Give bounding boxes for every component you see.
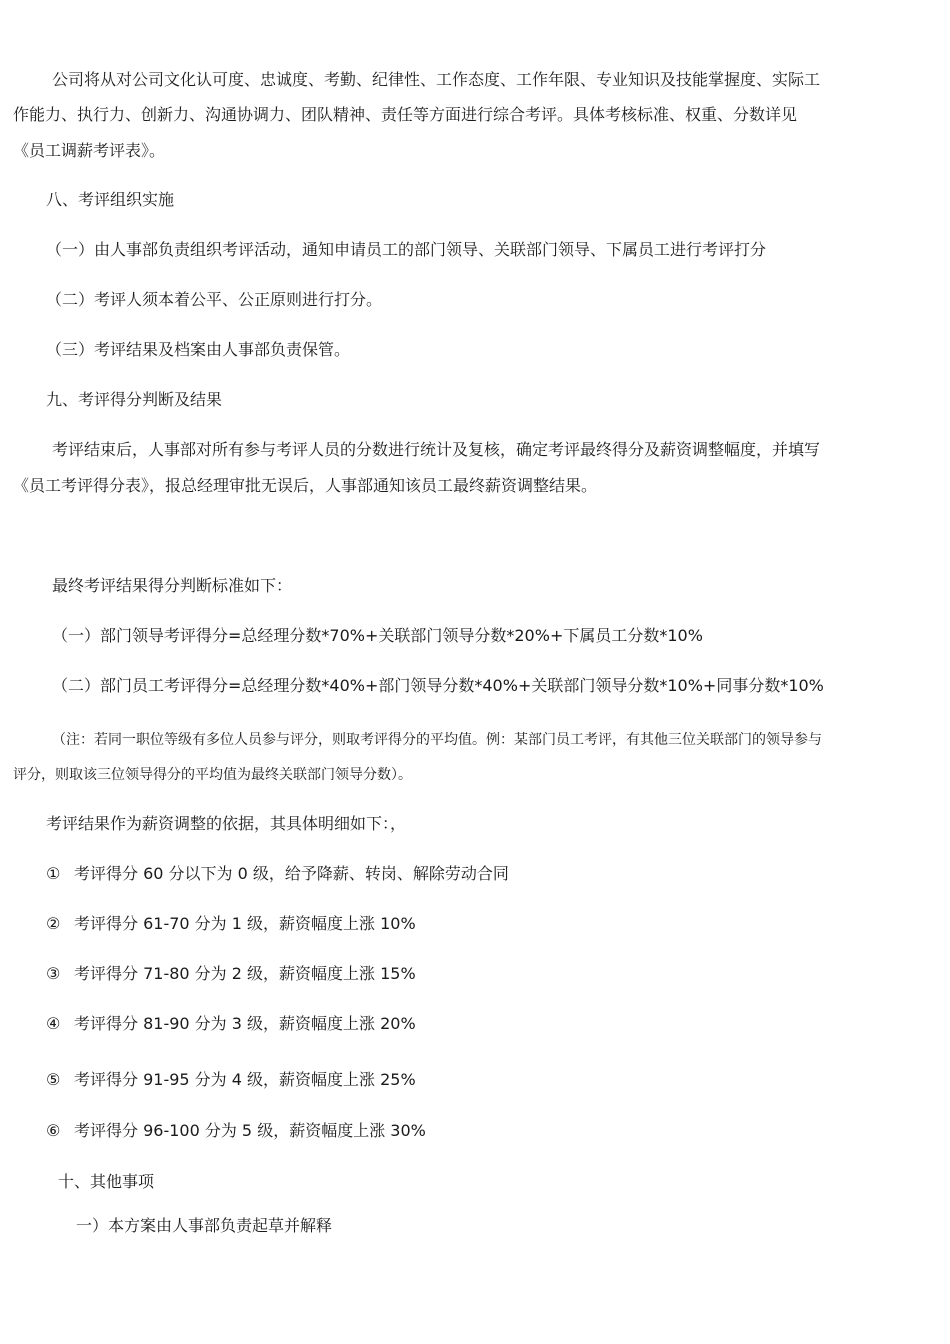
level-text: 考评得分 60 分以下为 0 级，给予降薪、转岗、解除劳动合同 [74,864,509,883]
section-9-para-line-1: 考评结束后，人事部对所有参与考评人员的分数进行统计及复核，确定考评最终得分及薪资调整幅度，并填写 [52,440,821,459]
formula-leader: （一）部门领导考评得分=总经理分数*70%+关联部门领导分数*20%+下属员工分数*10% [52,626,703,645]
intro-line-2: 作能力、执行力、创新力、沟通协调力、团队精神、责任等方面进行综合考评。具体考核标准、权重、分数详见 [13,105,798,124]
level-item-3 [46,1013,416,1035]
criteria-intro: 最终考评结果得分判断标准如下： [52,576,293,595]
level-item-4 [46,1069,416,1091]
level-text: 考评得分 71-80 分为 2 级，薪资幅度上涨 15% [74,964,416,983]
level-marker: ④ [46,1014,61,1033]
level-text: 考评得分 91-95 分为 4 级，薪资幅度上涨 25% [74,1070,416,1089]
formula-staff: （二）部门员工考评得分=总经理分数*40%+部门领导分数*40%+关联部门领导分数*10%+同事分数*10% [52,676,824,695]
level-item-5 [46,1120,426,1142]
section-8-item-3: （三）考评结果及档案由人事部负责保管。 [46,340,351,359]
level-text: 考评得分 96-100 分为 5 级，薪资幅度上涨 30% [74,1121,426,1140]
level-marker: ⑥ [46,1121,61,1140]
level-text: 考评得分 61-70 分为 1 级，薪资幅度上涨 10% [74,914,416,933]
section-8-item-1: （一）由人事部负责组织考评活动，通知申请员工的部门领导、关联部门领导、下属员工进行考评打分 [46,240,767,259]
level-marker: ⑤ [46,1070,61,1089]
level-item-0 [46,863,509,885]
section-9-para-line-2: 《员工考评得分表》，报总经理审批无误后，人事部通知该员工最终薪资调整结果。 [13,476,598,495]
section-10-item-1: 一）本方案由人事部负责起草并解释 [76,1216,333,1235]
level-text: 考评得分 81-90 分为 3 级，薪资幅度上涨 20% [74,1014,416,1033]
section-9-heading: 九、考评得分判断及结果 [46,390,223,409]
basis-line: 考评结果作为薪资调整的依据，其具体明细如下：， [46,814,407,833]
level-marker: ③ [46,964,61,983]
note-line-2: 评分，则取该三位领导得分的平均值为最终关联部门领导分数）。 [13,767,412,783]
section-8-item-2: （二）考评人须本着公平、公正原则进行打分。 [46,290,383,309]
level-marker: ② [46,914,61,933]
level-item-2 [46,963,416,985]
section-8-heading: 八、考评组织实施 [46,190,175,209]
level-item-1 [46,913,416,935]
note-line-1: （注：若同一职位等级有多位人员参与评分，则取考评得分的平均值。例：某部门员工考评，有其他三位关联部门的领导参与 [52,732,822,748]
intro-line-1: 公司将从对公司文化认可度、忠诚度、考勤、纪律性、工作态度、工作年限、专业知识及技能掌握度、实际工 [52,70,821,89]
section-10-heading: 十、其他事项 [58,1172,155,1191]
intro-line-3: 《员工调薪考评表》。 [13,141,166,160]
level-marker: ① [46,864,61,883]
